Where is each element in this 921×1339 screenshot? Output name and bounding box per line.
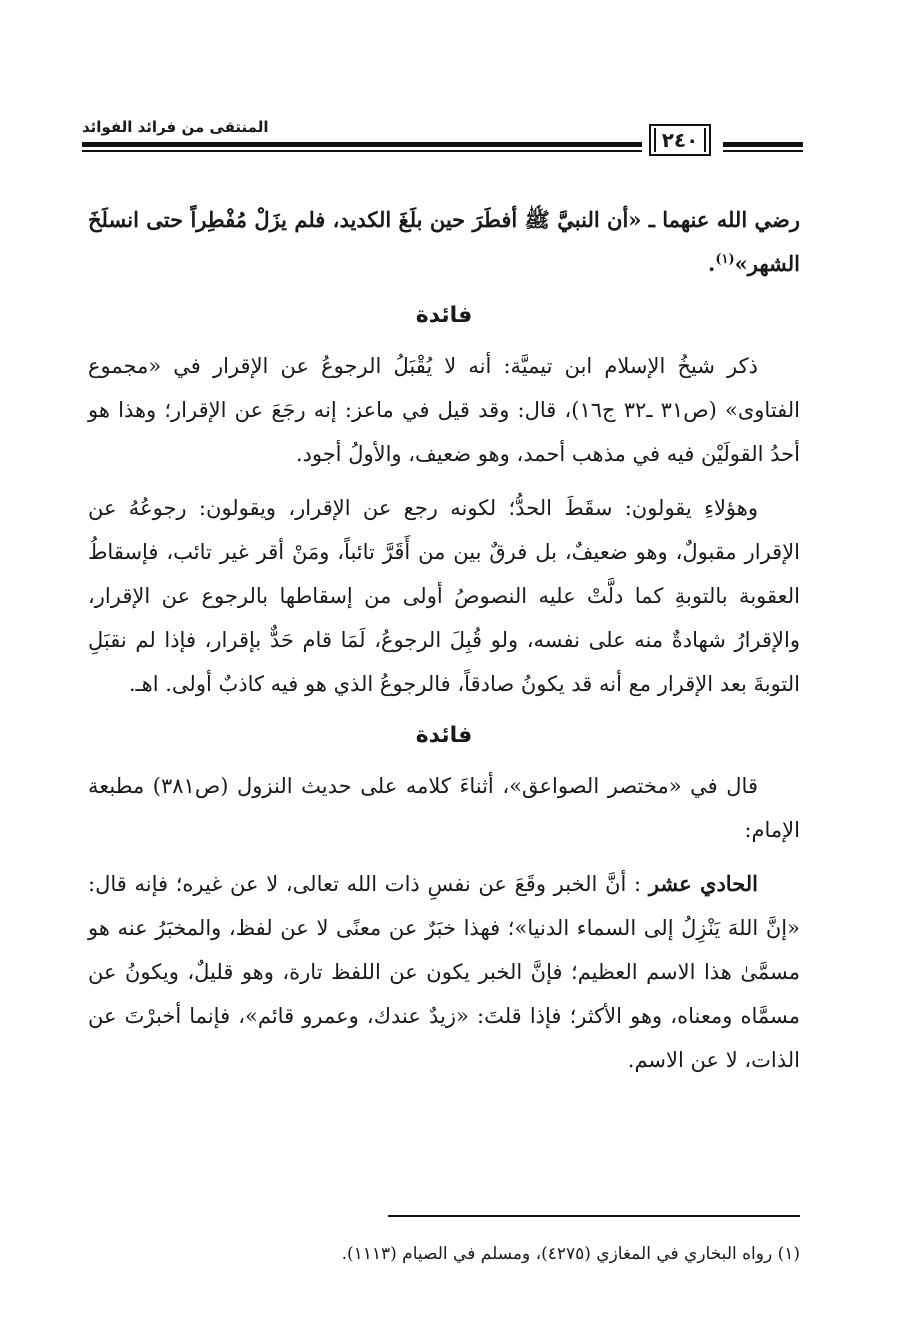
header-rule-left [82,142,642,156]
book-title: المنتقى من فرائد الفوائد [82,118,269,136]
intro-paragraph [88,198,800,286]
paragraph-4-lead: الحادي عشر [648,871,758,896]
paragraph-3: قال في «مختصر الصواعق»، أثناءَ كلامه على حديث النزول (ص٣٨١) مطبعة الإمام: [88,774,800,842]
footnote-marker: (١) [777,1244,800,1264]
paragraph-1: ذكر شيخُ الإسلام ابن تيميَّة: أنه لا يُقْبَلُ الرجوعُ عن الإقرار في «مجموع الفتاوى» (ص٣١ ـ٣٢ ج١٦)، قال: وقد قيل في ماعز: إنه رجَعَ عن الإقرار؛ وهذا هو أحدُ القولَيْن فيه في مذهب أحمد، وهو ضعيف، والأولُ أجود. [88,354,801,466]
main-text [88,198,800,1082]
intro-text: رضي الله عنهما ـ «أن النبيَّ ﷺ أفطَرَ حين بلَغَ الكديد، فلم يزَلْ مُفْطِراً حتى انسلَخَ الشهر» [88,207,800,276]
running-header [82,112,803,160]
paragraph-4 [88,862,800,1082]
section-heading-2: فائدة [415,723,473,748]
paragraph-2: وهؤلاءِ يقولون: سقَطَ الحدُّ؛ لكونه رجع عن الإقرار، ويقولون: رجوعُهُ عن الإقرار مقبولٌ، وهو ضعيفٌ، بل فرقٌ بين من أَقَرَّ تائباً، ومَنْ أقر غير تائب، فإسقاطُ العقوبة بالتوبةِ كما دلَّتْ عليه النصوصُ أولى من إسقاطها بالرجوع عن الإقرار، والإقرارُ شهادةٌ منه على نفسه، ولو قُبِلَ الرجوعُ، لَمَا قام حَدٌّ بإقرار، فإذا لم نقبَلِ التوبةَ بعد الإقرار مع أنه قد يكونُ صادقاً، فالرجوعُ الذي هو فيه كاذبٌ أولى. اهـ. [88,496,800,696]
footnote-divider [388,1215,800,1217]
footnote-reference: (١) [715,252,735,267]
header-rule-right [723,142,803,156]
footnote [200,1240,800,1268]
page-number: ٢٤٠ [649,124,711,156]
section-heading-1: فائدة [415,303,473,328]
footnote-text: رواه البخاري في المغازي (٤٢٧٥)، ومسلم في الصيام (١١١٣). [341,1244,773,1264]
intro-end: . [708,251,716,276]
paragraph-4-text: : أنَّ الخبر وقَعَ عن نفسِ ذات الله تعالى، لا عن غيره؛ فإنه قال: «إنَّ اللهَ يَنْزِلُ إلى السماء الدنيا»؛ فهذا خبَرٌ عن معنًى لا عن لفظ، والمخبَرُ عنه هو مسمَّىٰ هذا الاسم العظيم؛ فإنَّ الخبر يكون عن اللفظ تارة، وهو قليلٌ، ويكونُ عن مسمَّاه ومعناه، وهو الأكثر؛ فإذا قلتَ: «زيدٌ عندك، وعمرو قائم»، فإنما أخبرْتَ عن الذات، لا عن الاسم. [88,872,800,1072]
